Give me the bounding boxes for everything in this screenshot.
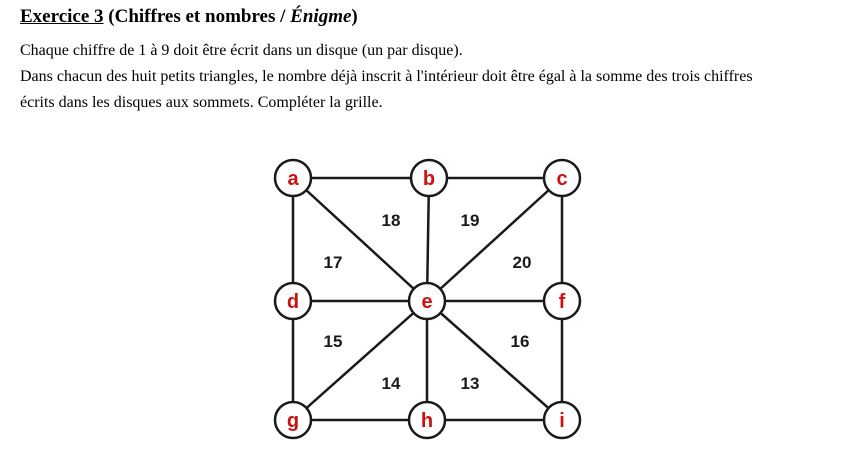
exercise-title-close: ) <box>351 6 358 27</box>
exercise-title-open: (Chiffres et nombres / <box>103 6 291 27</box>
disk-label-d: d <box>286 291 300 313</box>
edge-i-e <box>427 301 562 420</box>
disk-a[interactable] <box>275 160 311 196</box>
disk-label-f: f <box>558 291 566 313</box>
exercise-number: Exercice 3 <box>20 6 104 27</box>
instructions <box>20 38 850 116</box>
disk-f[interactable] <box>544 283 580 319</box>
disk-label-g: g <box>286 410 300 432</box>
triangle-sum-abe: 18 <box>381 211 401 230</box>
triangle-sum-bce: 19 <box>460 211 480 230</box>
exercise-header <box>20 6 358 28</box>
disk-label-e: e <box>421 291 433 313</box>
triangle-sum-ehi: 13 <box>460 374 480 393</box>
instruction-line: Dans chacun des huit petits triangles, le nombre déjà inscrit à l'intérieur doit être égal à la somme des trois chiffres <box>20 68 753 85</box>
disk-label-i: i <box>559 410 565 432</box>
disk-label-b: b <box>422 168 436 190</box>
disk-d[interactable] <box>275 283 311 319</box>
disk-e[interactable] <box>409 283 445 319</box>
triangle-sum-deg: 15 <box>323 332 343 351</box>
triangle-sum-egh: 14 <box>381 374 401 393</box>
instruction-line: écrits dans les disques aux sommets. Compléter la grille. <box>20 94 383 111</box>
disk-label-a: a <box>287 168 299 190</box>
edge-a-e <box>293 178 427 301</box>
disk-g[interactable] <box>275 402 311 438</box>
triangle-sum-cef: 20 <box>512 253 532 272</box>
disk-h[interactable] <box>409 402 445 438</box>
disk-label-h: h <box>420 410 434 432</box>
triangle-sum-efi: 16 <box>510 332 530 351</box>
edge-c-e <box>427 178 562 301</box>
disk-label-c: c <box>556 168 568 190</box>
disk-c[interactable] <box>544 160 580 196</box>
puzzle-grid <box>250 150 610 450</box>
exercise-title-italic: Énigme <box>290 6 352 27</box>
instruction-line: Chaque chiffre de 1 à 9 doit être écrit dans un disque (un par disque). <box>20 42 463 59</box>
disk-i[interactable] <box>544 402 580 438</box>
disk-b[interactable] <box>411 160 447 196</box>
triangle-sum-ade: 17 <box>323 253 343 272</box>
edge-g-e <box>293 301 427 420</box>
